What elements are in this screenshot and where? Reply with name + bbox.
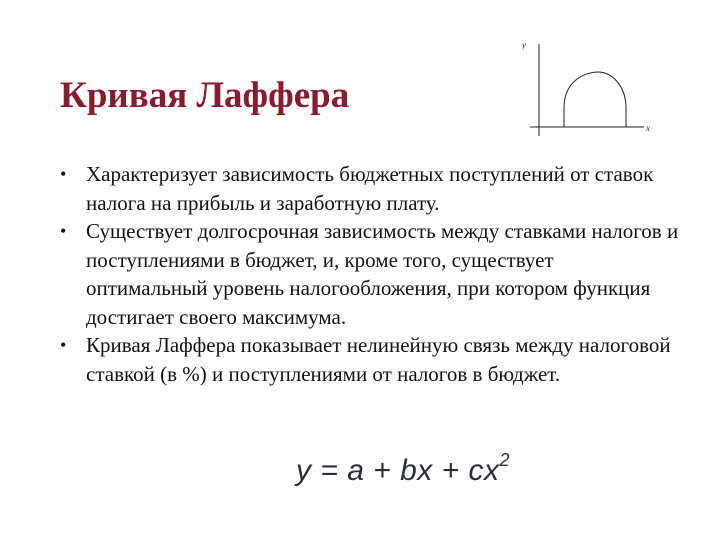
laffer-curve-thumbnail (522, 36, 662, 140)
y-axis-label: y (522, 40, 526, 50)
bullet-item (60, 217, 680, 331)
bullet-item (60, 160, 680, 217)
x-axis-label: x (646, 123, 650, 133)
laffer-formula (296, 450, 510, 488)
bullet-text: Кривая Лаффера показывает нелинейную связь между налоговой ставкой (в %) и поступлениями от налогов в бюджет. (86, 333, 671, 386)
laffer-curve (564, 72, 626, 127)
bullet-item (60, 331, 680, 388)
bullet-text: Существует долгосрочная зависимость между ставками налогов и поступлениями в бюджет, и, кроме того, существует оптимальный уровень налогообложения, при котором функция достигает своего максимума. (86, 219, 679, 329)
bullet-list (60, 160, 680, 388)
bullet-marker: • (60, 335, 67, 355)
formula-main: y = a + bx + cx (296, 454, 500, 487)
formula-exponent: 2 (499, 450, 510, 470)
bullet-marker: • (60, 164, 67, 184)
slide-title: Кривая Лаффера (60, 75, 350, 116)
bullet-marker: • (60, 221, 67, 241)
bullet-text: Характеризует зависимость бюджетных поступлений от ставок налога на прибыль и заработную плату. (86, 162, 654, 215)
